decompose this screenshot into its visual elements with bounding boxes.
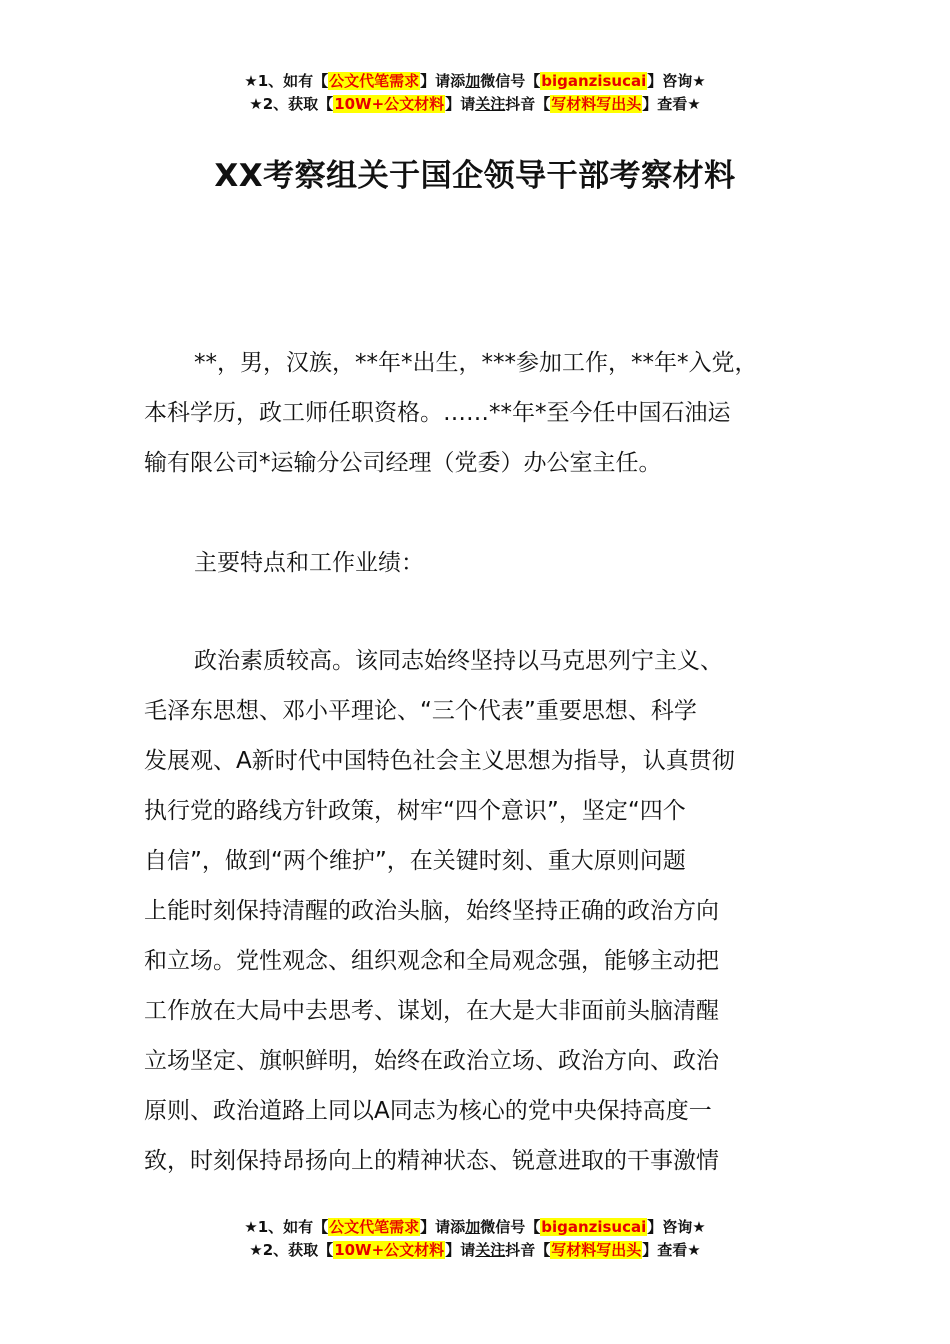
banner-line-1: ★1、如有【公文代笔需求】请添加微信号【biganzisucai】咨询★ [244, 1218, 706, 1236]
document-title: XX考察组关于国企领导干部考察材料 [214, 158, 736, 194]
text-line: 毛泽东思想、邓小平理论、“三个代表”重要思想、科学 [144, 698, 697, 724]
text-line: 自信”，做到“两个维护”，在关键时刻、重大原则问题 [144, 848, 686, 874]
paragraph-heading [144, 538, 830, 588]
banner-line-2: ★2、获取【10W+公文材料】请关注抖音【写材料写出头】查看★ [249, 95, 701, 113]
paragraph-profile [144, 338, 830, 488]
paragraph-political-quality [144, 636, 830, 1186]
text-line: 立场坚定、旗帜鲜明，始终在政治立场、政治方向、政治 [144, 1048, 719, 1074]
text-line: 输有限公司*运输分公司经理（党委）办公室主任。 [144, 450, 662, 476]
banner-line-2: ★2、获取【10W+公文材料】请关注抖音【写材料写出头】查看★ [249, 1241, 701, 1259]
banner-highlight: 公文代笔需求 [329, 1218, 420, 1236]
text-line: 工作放在大局中去思考、谋划，在大是大非面前头脑清醒 [144, 998, 719, 1024]
text-line: 发展观、A新时代中国特色社会主义思想为指导，认真贯彻 [144, 748, 735, 774]
banner-highlight: 写材料写出头 [551, 95, 642, 113]
header-banner [0, 70, 950, 116]
text-line: 和立场。党性观念、组织观念和全局观念强，能够主动把 [144, 948, 719, 974]
banner-highlight: biganzisucai [541, 1218, 647, 1236]
banner-highlight: biganzisucai [541, 72, 647, 90]
banner-highlight: 10W+公文材料 [334, 1241, 445, 1259]
text-line: 政治素质较高。该同志始终坚持以马克思列宁主义、 [194, 648, 723, 674]
banner-highlight: 写材料写出头 [551, 1241, 642, 1259]
text-line: 原则、政治道路上同以A同志为核心的党中央保持高度一 [144, 1098, 712, 1124]
text-line: **，男，汉族，**年*出生，***参加工作，**年*入党， [194, 350, 758, 376]
banner-highlight: 公文代笔需求 [329, 72, 420, 90]
text-line: 主要特点和工作业绩： [194, 550, 424, 576]
text-line: 上能时刻保持清醒的政治头脑，始终坚持正确的政治方向 [144, 898, 719, 924]
banner-highlight: 10W+公文材料 [334, 95, 445, 113]
banner-line-1: ★1、如有【公文代笔需求】请添加微信号【biganzisucai】咨询★ [244, 72, 706, 90]
footer-banner [0, 1216, 950, 1262]
text-line: 致，时刻保持昂扬向上的精神状态、锐意进取的干事激情 [144, 1148, 719, 1174]
text-line: 执行党的路线方针政策，树牢“四个意识”，坚定“四个 [144, 798, 686, 824]
text-line: 本科学历，政工师任职资格。……**年*至今任中国石油运 [144, 400, 731, 426]
